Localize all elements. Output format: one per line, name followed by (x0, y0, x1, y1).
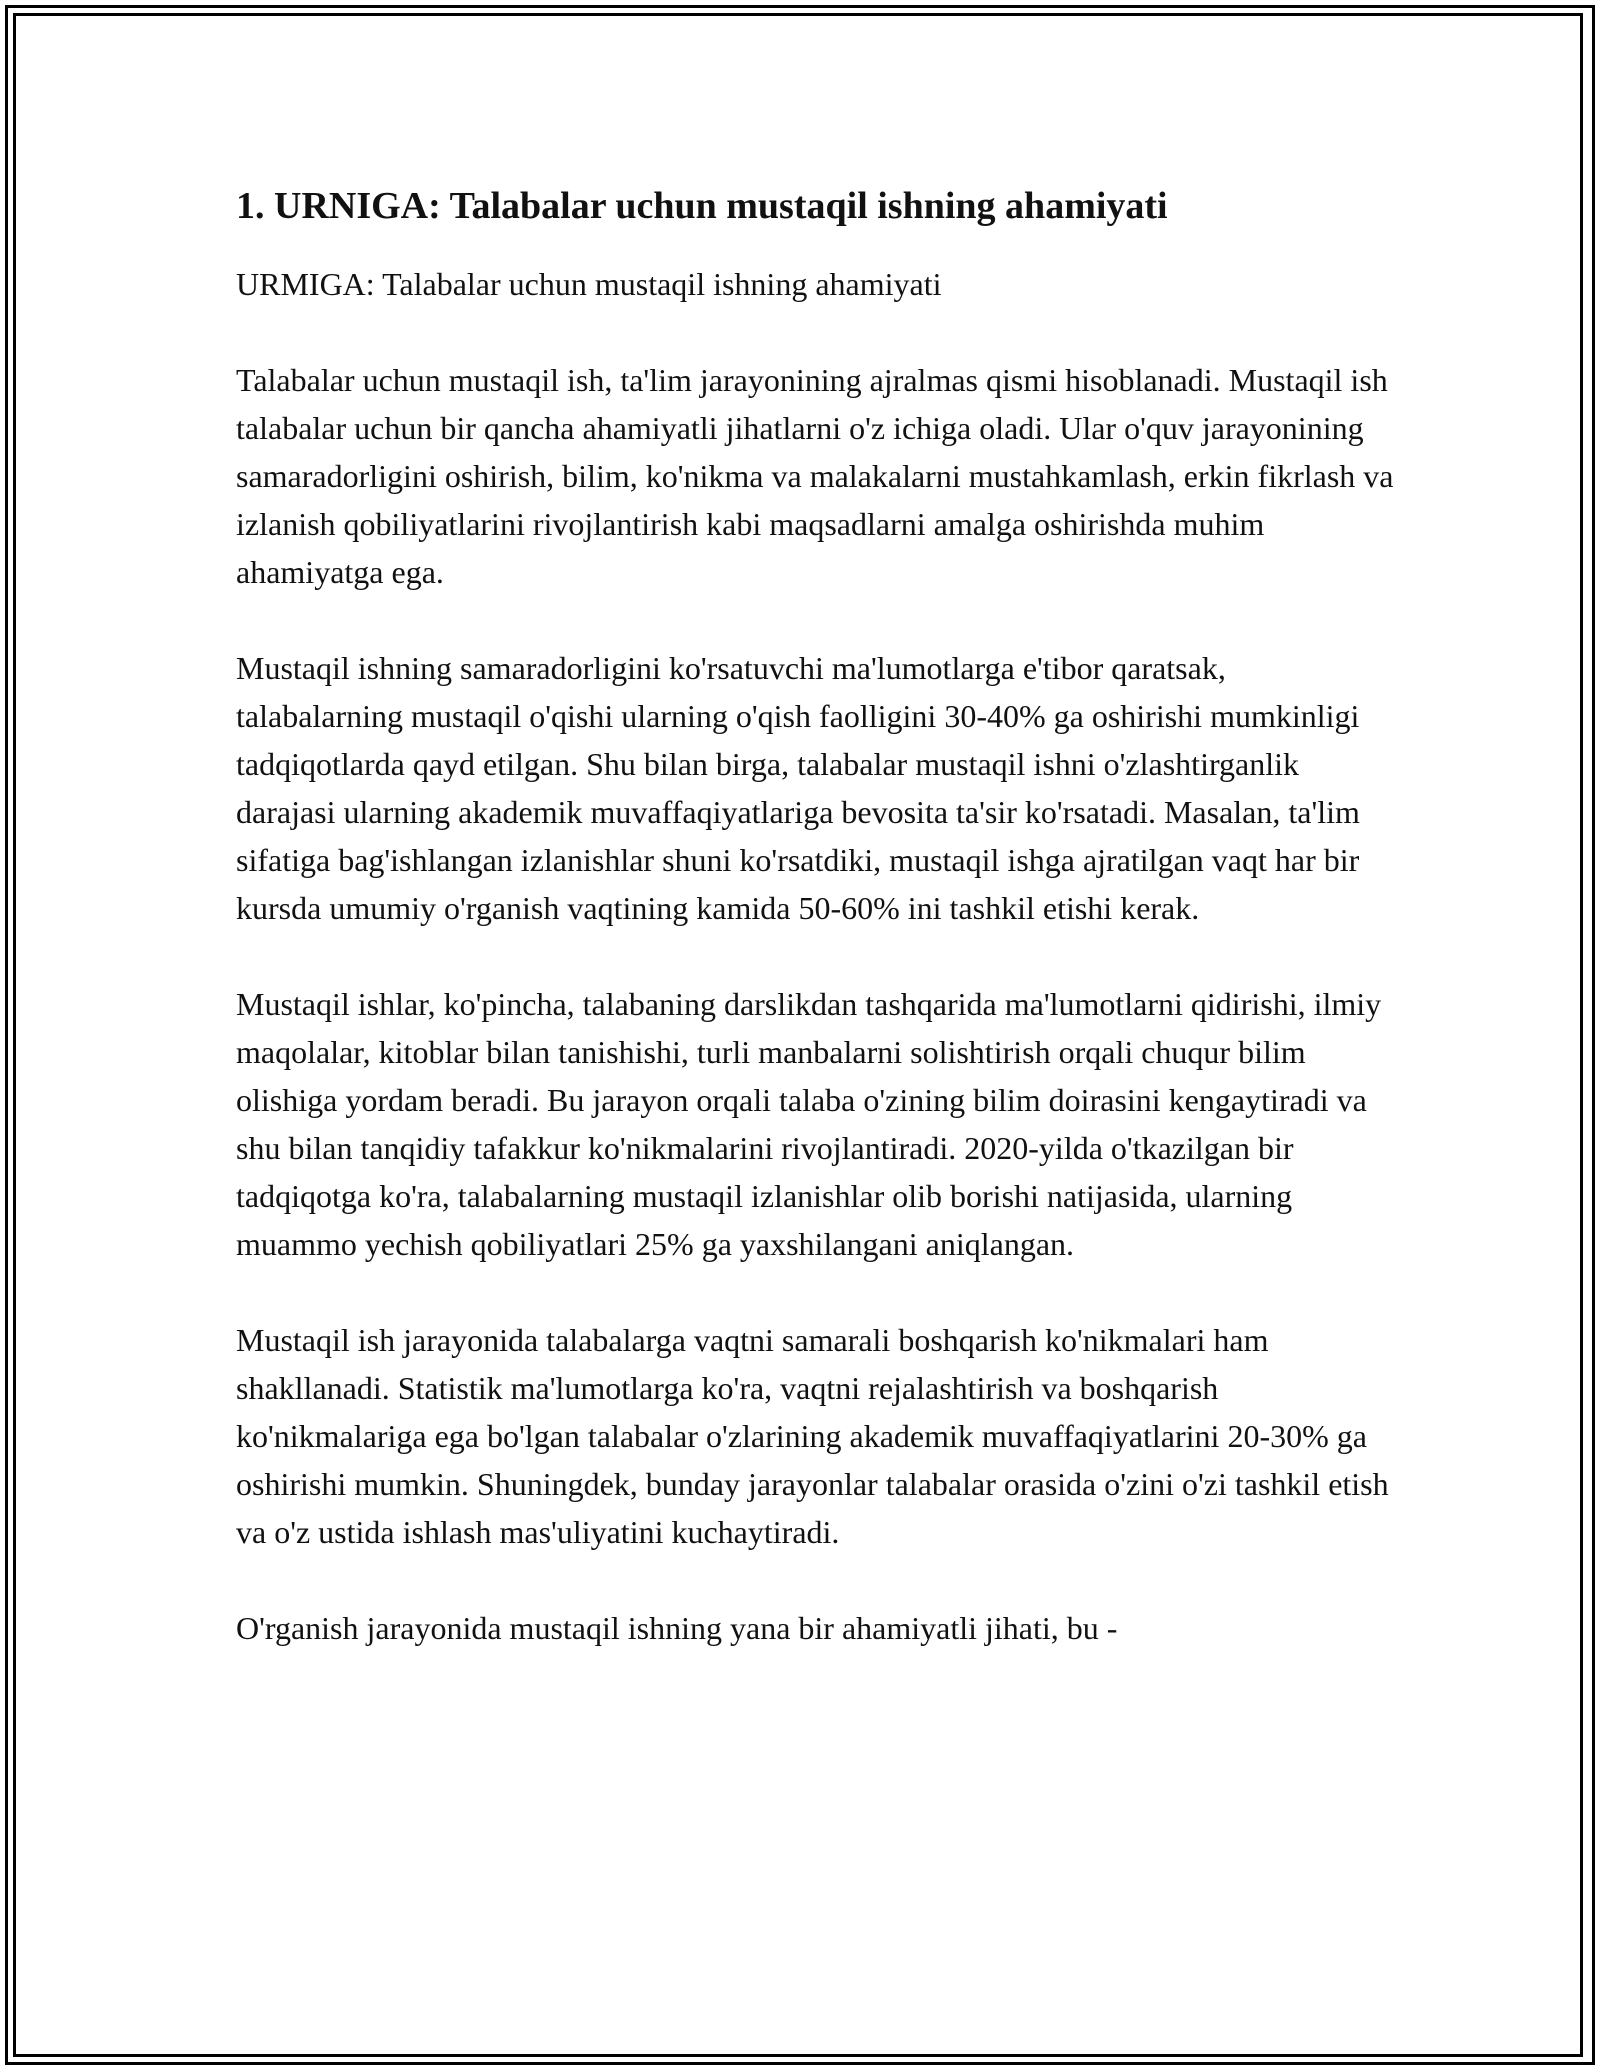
paragraph-1: Talabalar uchun mustaqil ish, ta'lim jarayonining ajralmas qismi hisoblanadi. Mustaqil ish talabalar uchun bir qancha ahamiyatli jihatlarni o'z ichiga oladi. Ular o'quv jarayonining samaradorligini oshirish, bilim, ko'nikma va malakalarni mustahkamlash, erkin fikrlash va izlanish qobiliyatlarini rivojlantirish kabi maqsadlarni amalga oshirishda muhim ahamiyatga ega. (236, 362, 1394, 591)
document-body (236, 182, 1396, 1652)
document-subtitle: URMIGA: Talabalar uchun mustaqil ishning ahamiyati (236, 266, 942, 303)
paragraph-2: Mustaqil ishning samaradorligini ko'rsatuvchi ma'lumotlarga e'tibor qaratsak, talabalarning mustaqil o'qishi ularning o'qish faolligini 30-40% ga oshirishi mumkinligi tadqiqotlarda qayd etilgan. Shu bilan birga, talabalar mustaqil ishni o'zlashtirganlik darajasi ularning akademik muvaffaqiyatlariga bevosita ta'sir ko'rsatadi. Masalan, ta'lim sifatiga bag'ishlangan izlanishlar shuni ko'rsatdiki, mustaqil ishga ajratilgan vaqt har bir kursda umumiy o'rganish vaqtining kamida 50-60% ini tashkil etishi kerak. (236, 650, 1360, 927)
paragraph-4: Mustaqil ish jarayonida talabalarga vaqtni samarali boshqarish ko'nikmalari ham shakllanadi. Statistik ma'lumotlarga ko'ra, vaqtni rejalashtirish va boshqarish ko'nikmalariga ega bo'lgan talabalar o'zlarining akademik muvaffaqiyatlarini 20-30% ga oshirishi mumkin. Shuningdek, bunday jarayonlar talabalar orasida o'zini o'zi tashkil etish va o'z ustida ishlash mas'uliyatini kuchaytiradi. (236, 1322, 1389, 1551)
paragraph-3: Mustaqil ishlar, ko'pincha, talabaning darslikdan tashqarida ma'lumotlarni qidirishi, ilmiy maqolalar, kitoblar bilan tanishishi, turli manbalarni solishtirish orqali chuqur bilim olishiga yordam beradi. Bu jarayon orqali talaba o'zining bilim doirasini kengaytiradi va shu bilan tanqidiy tafakkur ko'nikmalarini rivojlantiradi. 2020-yilda o'tkazilgan bir tadqiqotga ko'ra, talabalarning mustaqil izlanishlar olib borishi natijasida, ularning muammo yechish qobiliyatlari 25% ga yaxshilangani aniqlangan. (236, 986, 1382, 1263)
document-title: 1. URNIGA: Talabalar uchun mustaqil ishning ahamiyati (236, 185, 1168, 227)
paragraph-5: O'rganish jarayonida mustaqil ishning yana bir ahamiyatli jihati, bu - (236, 1610, 1118, 1647)
